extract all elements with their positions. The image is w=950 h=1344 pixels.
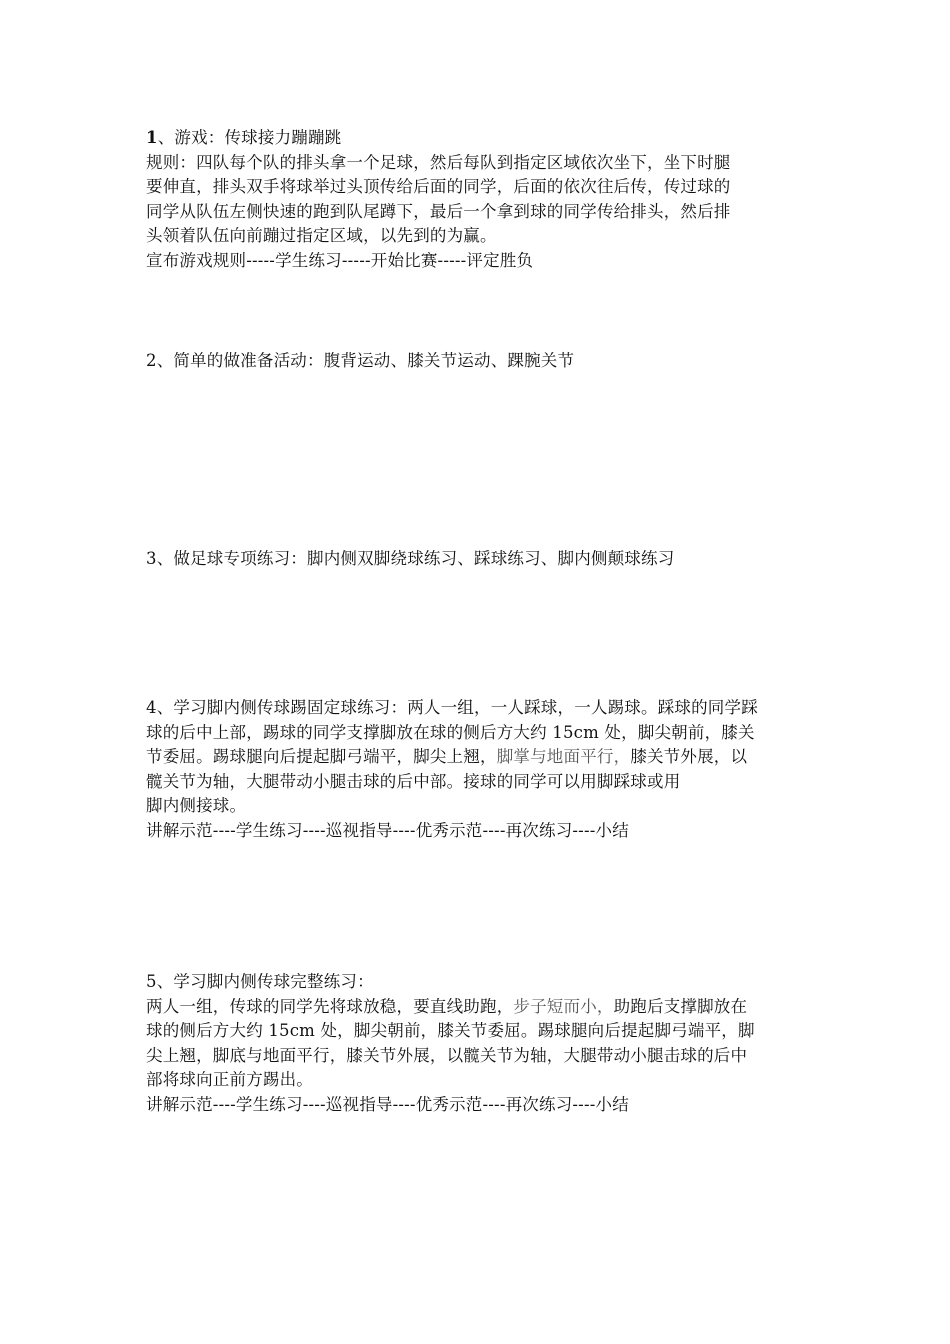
section-2 (146, 349, 808, 374)
section-5-line-1-c: 助跑后支撑脚放在 (613, 996, 748, 1016)
section-4-flow: 讲解示范----学生练习----巡视指导----优秀示范----再次练习----小结 (146, 820, 629, 840)
section-4-line-3-b: 脚掌与地面平行， (496, 747, 631, 766)
section-5-line-2: 球的侧后方大约 15cm 处，脚尖朝前，膝关节委屈。踢球腿向后提起脚弓端平，脚 (146, 1021, 755, 1040)
section-5-line-1 (146, 995, 808, 1020)
section-1-number: 1 (146, 128, 158, 147)
section-4-line-2: 球的后中上部，踢球的同学支撑脚放在球的侧后方大约 15cm 处，脚尖朝前，膝关 (146, 722, 755, 742)
section-1-title (146, 126, 808, 151)
section-5-line-1-b: 步子短而小， (513, 996, 614, 1016)
section-5-title: 5、学习脚内侧传球完整练习： (146, 972, 374, 991)
section-5-line-3: 尖上翘，脚底与地面平行，膝关节外展，以髋关节为轴，大腿带动小腿击球的后中 (146, 1045, 748, 1065)
section-1-rule-line-1: 规则：四队每个队的排头拿一个足球，然后每队到指定区域依次坐下，坐下时腿 (146, 152, 731, 172)
section-1 (146, 126, 808, 273)
section-4-line-3 (146, 745, 808, 770)
section-1-flow: 宣布游戏规则-----学生练习-----开始比赛-----评定胜负 (146, 250, 534, 270)
section-1-title-text: 、游戏：传球接力蹦蹦跳 (157, 128, 342, 147)
section-5-flow: 讲解示范----学生练习----巡视指导----优秀示范----再次练习----小结 (146, 1094, 629, 1114)
section-5 (146, 970, 808, 1117)
section-1-rule-line-3: 同学从队伍左侧快速的跑到队尾蹲下，最后一个拿到球的同学传给排头，然后排 (146, 201, 731, 221)
section-4-line-3-c: 膝关节外展，以 (630, 747, 748, 766)
section-3 (146, 547, 808, 572)
section-3-title: 3、做足球专项练习：脚内侧双脚绕球练习、踩球练习、脚内侧颠球练习 (146, 549, 675, 568)
section-2-title: 2、简单的做准备活动：腹背运动、膝关节运动、踝腕关节 (146, 351, 575, 370)
section-4-line-4: 髋关节为轴，大腿带动小腿击球的后中部。接球的同学可以用脚踩球或用 (146, 771, 681, 791)
section-4-line-3-a: 节委屈。踢球腿向后提起脚弓端平，脚尖上翘， (146, 747, 497, 766)
section-1-rule-line-2: 要伸直，排头双手将球举过头顶传给后面的同学，后面的依次往后传，传过球的 (146, 177, 731, 196)
section-1-rule-line-4: 头领着队伍向前蹦过指定区域，以先到的为赢。 (146, 226, 497, 245)
section-4-line-5: 脚内侧接球。 (146, 796, 247, 815)
section-4-line-1: 4、学习脚内侧传球踢固定球练习：两人一组，一人踩球，一人踢球。踩球的同学踩 (146, 698, 758, 717)
section-5-line-1-a: 两人一组，传球的同学先将球放稳，要直线助跑， (146, 996, 514, 1016)
section-5-line-4: 部将球向正前方踢出。 (146, 1070, 313, 1089)
section-4 (146, 696, 808, 843)
